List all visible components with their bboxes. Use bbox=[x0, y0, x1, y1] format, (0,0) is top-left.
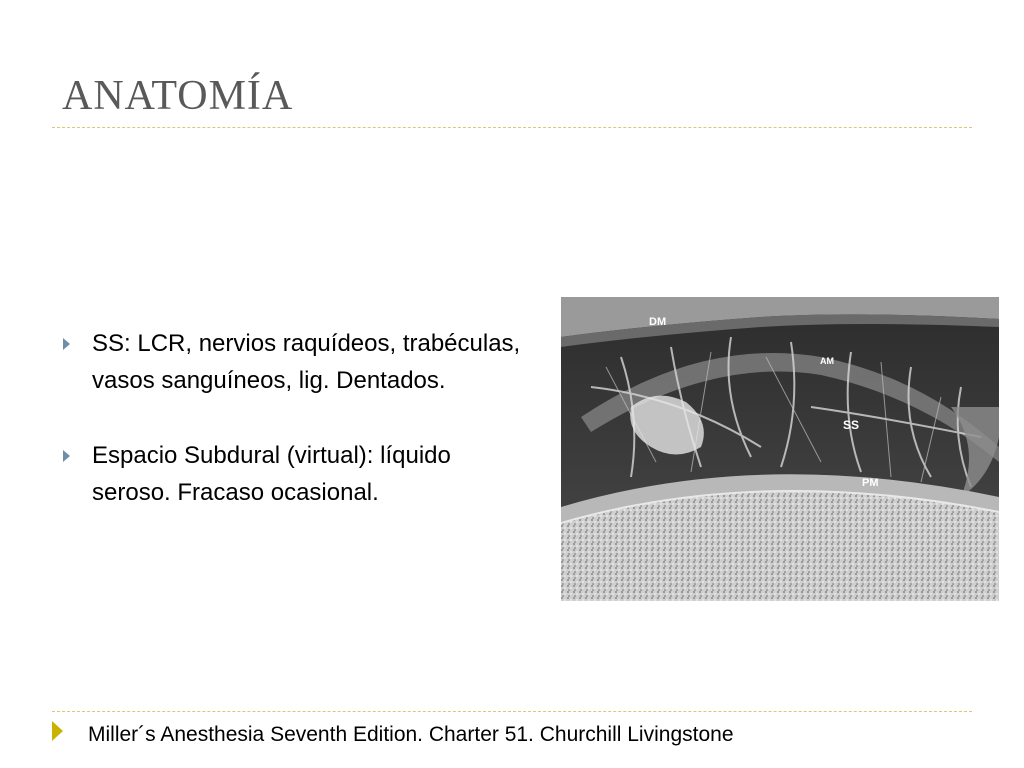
label-pm: PM bbox=[862, 477, 879, 489]
bullet-arrow-icon bbox=[63, 450, 70, 462]
slide-title: ANATOMÍA bbox=[62, 73, 294, 119]
bullet-list bbox=[62, 325, 532, 511]
micrograph-figure bbox=[561, 297, 999, 601]
label-ss: SS bbox=[843, 418, 860, 432]
bullet-item bbox=[62, 437, 532, 511]
label-am: AM bbox=[820, 356, 834, 366]
bullet-item bbox=[62, 325, 532, 399]
bullet-text: Espacio Subdural (virtual): líquido seroso. Fracaso ocasional. bbox=[92, 442, 451, 506]
footer-arrow-icon bbox=[52, 721, 63, 741]
footer-divider bbox=[52, 711, 972, 712]
micrograph-image bbox=[561, 297, 999, 601]
label-dm: DM bbox=[649, 316, 667, 328]
title-divider bbox=[52, 127, 972, 128]
bullet-arrow-icon bbox=[63, 338, 70, 350]
footer-citation: Miller´s Anesthesia Seventh Edition. Charter 51. Churchill Livingstone bbox=[88, 723, 734, 746]
bullet-text: SS: LCR, nervios raquídeos, trabéculas, vasos sanguíneos, lig. Dentados. bbox=[92, 330, 521, 394]
